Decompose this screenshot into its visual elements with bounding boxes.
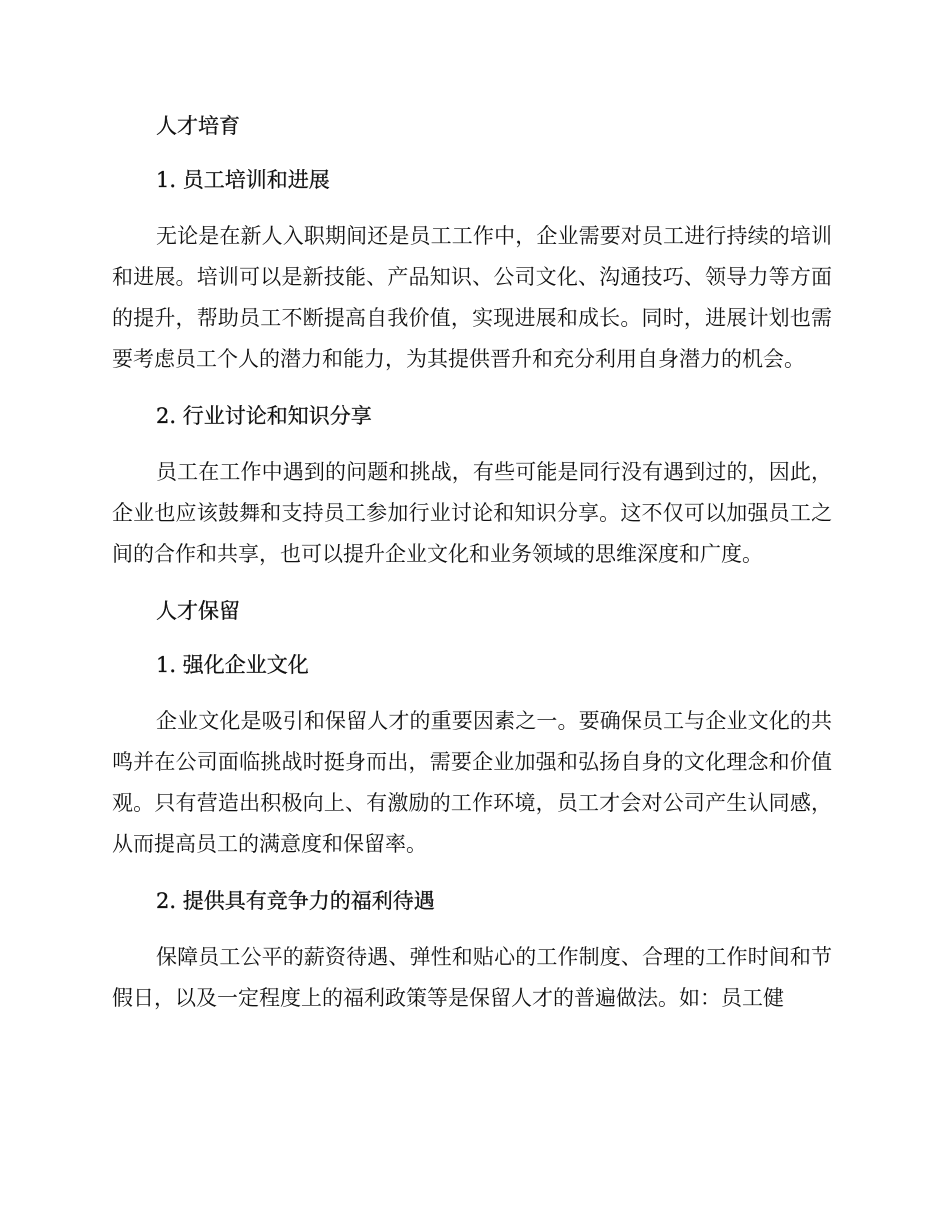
subsection-heading-training: 1. 员工培训和进展 (156, 168, 330, 192)
section-title-talent-retention: 人才保留 (156, 599, 240, 623)
paragraph-training: 无论是在新人入职期间还是员工工作中，企业需要对员工进行持续的培训和进展。培训可以是新技能、产品知识、公司文化、沟通技巧、领导力等方面的提升，帮助员工不断提高自我价值，实现进展和成长。同时，进展计划也需要考虑员工个人的潜力和能力，为其提供晋升和充分利用自身潜力的机会。 (112, 224, 832, 371)
subsection-heading-culture: 1. 强化企业文化 (156, 653, 309, 677)
subsection-heading-benefits: 2. 提供具有竞争力的福利待遇 (156, 889, 435, 913)
paragraph-benefits: 保障员工公平的薪资待遇、弹性和贴心的工作制度、合理的工作时间和节假日，以及一定程度上的福利政策等是保留人才的普遍做法。如：员工健 (112, 945, 832, 1010)
subsection-heading-knowledge-sharing: 2. 行业讨论和知识分享 (156, 404, 372, 428)
section-title-talent-development: 人才培育 (156, 114, 240, 138)
paragraph-culture: 企业文化是吸引和保留人才的重要因素之一。要确保员工与企业文化的共鸣并在公司面临挑战时挺身而出，需要企业加强和弘扬自身的文化理念和价值观。只有营造出积极向上、有激励的工作环境，员工才会对公司产生认同感，从而提高员工的满意度和保留率。 (112, 709, 832, 856)
document-content (112, 108, 832, 1037)
paragraph-knowledge-sharing: 员工在工作中遇到的问题和挑战，有些可能是同行没有遇到过的，因此，企业也应该鼓舞和支持员工参加行业讨论和知识分享。这不仅可以加强员工之间的合作和共享，也可以提升企业文化和业务领域的思维深度和广度。 (112, 460, 832, 566)
